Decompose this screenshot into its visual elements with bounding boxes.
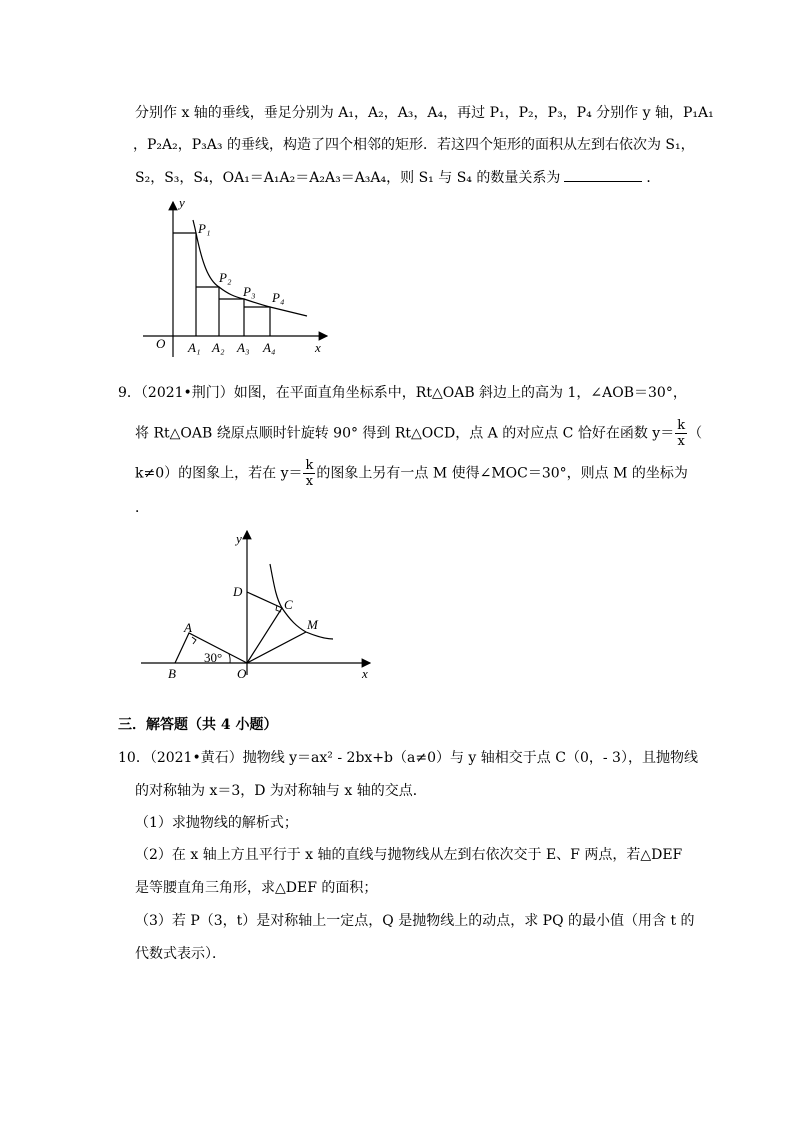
label-A1: A₁ [188,340,201,355]
triangle-OCD [247,592,282,663]
section-title: 三．解答题（共 4 小题） [118,717,278,733]
q8-line-3-text: S₂，S₃，S₄，OA₁＝A₁A₂＝A₂A₃＝A₃A₄，则 S₁ 与 S₄ 的数量关系为 [135,170,561,186]
label-x: x [315,340,321,355]
right-angle-A [192,637,196,644]
fraction-denominator: x [305,474,314,489]
label-O: O [237,666,247,681]
q10-line-1: 10．（2021•黄石）抛物线 y＝ax² - 2bx+b（a≠0）与 y 轴相交于点 C（0，- 3），且抛物线 [118,750,698,766]
q9-line-3-text: k≠0）的图象上，若在 y＝ [135,465,303,482]
label-A2: A₂ [212,340,225,355]
label-A3: A₃ [237,340,250,355]
label-C: C [284,597,293,612]
q8-line-3-end: ． [646,170,661,186]
label-P3: P₃ [243,284,256,299]
label-P4: P₄ [272,290,285,305]
q10-line-2: 的对称轴为 x＝3，D 为对称轴与 x 轴的交点． [135,783,427,799]
q10-part-3b: 代数式表示）． [135,946,226,962]
fraction-denominator: x [677,434,685,449]
angle-arc [229,654,230,663]
q9-line-2-text: 将 Rt△OAB 绕原点顺时针旋转 90° 得到 Rt△OCD，点 A 的对应点 C 恰好在函数 y＝ [135,425,675,442]
label-y: y [236,531,242,546]
label-A: A [184,620,192,635]
label-A4: A₄ [263,340,276,355]
q10-part-3a: （3）若 P（3，t）是对称轴上一定点，Q 是抛物线上的动点，求 PQ 的最小值（用含 t 的 [135,913,695,929]
label-M: M [307,617,318,632]
label-P2: P₂ [219,270,232,285]
q9-line-1: 9．（2021•荆门）如图，在平面直角坐标系中，Rt△OAB 斜边上的高为 1，∠AOB＝30°， [118,385,687,401]
q10-part-1: （1）求抛物线的解析式； [135,815,298,831]
q10-part-2b: 是等腰直角三角形，求△DEF 的面积； [135,880,378,896]
label-O: O [156,336,166,351]
label-y: y [179,195,185,210]
segment-OM [247,632,306,663]
label-B: B [168,666,176,681]
q9-line-3-end: 的图象上另有一点 M 使得∠MOC＝30°，则点 M 的坐标为 [316,465,688,482]
label-D: D [233,584,243,599]
fraction-numerator: k [305,458,314,473]
q9-line-4: ． [135,500,149,516]
fraction-numerator: k [677,418,686,433]
q8-line-2: ，P₂A₂，P₃A₃ 的垂线，构造了四个相邻的矩形．若这四个矩形的面积从左到右依次为 S₁， [133,137,695,153]
label-x: x [362,666,368,681]
label-angle-30: 30° [204,650,223,665]
q10-part-2a: （2）在 x 轴上方且平行于 x 轴的直线与抛物线从左到右依次交于 E、F 两点，若△DEF [135,847,683,863]
q9-line-2-end: （ [688,425,703,442]
q9-hyperbola-curve [270,564,333,639]
q8-line-1: 分别作 x 轴的垂线，垂足分别为 A₁，A₂，A₃，A₄，再过 P₁，P₂，P₃，P₄ 分别作 y 轴，P₁A₁ [135,105,714,121]
label-P1: P₁ [198,221,211,236]
